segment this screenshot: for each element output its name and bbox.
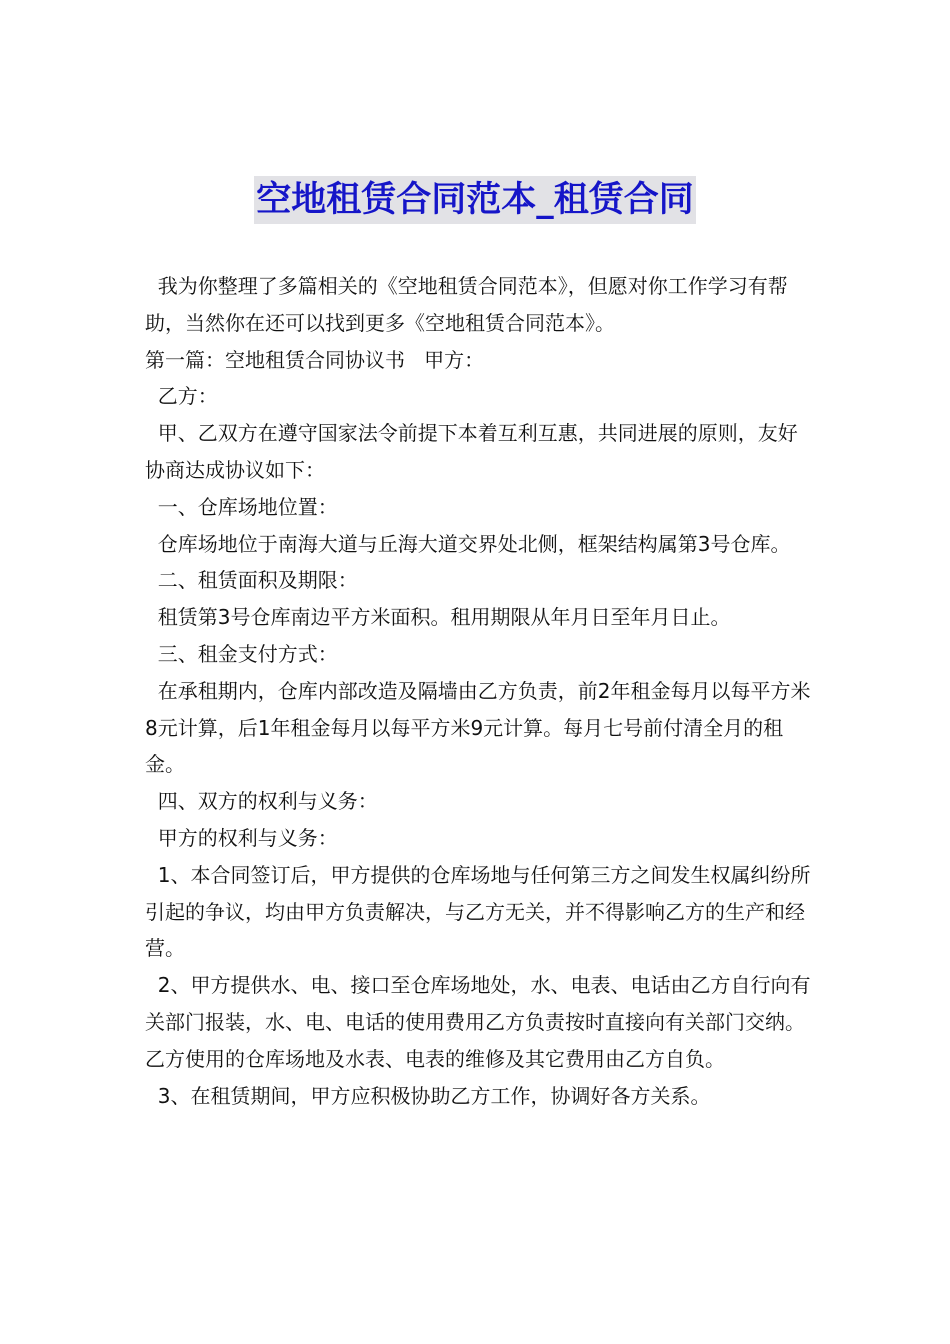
paragraph-area-term: 租赁第3号仓库南边平方米面积。租用期限从年月日至年月日止。 xyxy=(145,605,731,630)
clause-2: 2、甲方提供水、电、接口至仓库场地处，水、电表、电话由乙方自行向有关部门报装，水、电、电话的使用费用乙方负责按时直接向有关部门交纳。乙方使用的仓库场地及水表、电表的维修及其它费用由乙方自负。 xyxy=(145,973,811,1071)
section-heading-payment: 三、租金支付方式： xyxy=(145,641,338,666)
paragraph-intro: 我为你整理了多篇相关的《空地租赁合同范本》，但愿对你工作学习有帮助，当然你在还可以找到更多《空地租赁合同范本》。 xyxy=(145,274,788,335)
title-container xyxy=(0,176,950,224)
paragraph-location: 仓库场地位于南海大道与丘海大道交界处北侧，框架结构属第3号仓库。 xyxy=(145,531,791,556)
section-heading-rights: 四、双方的权利与义务： xyxy=(145,789,378,814)
clause-3: 3、在租赁期间，甲方应积极协助乙方工作，协调好各方关系。 xyxy=(145,1083,711,1108)
clause-1: 1、本合同签订后，甲方提供的仓库场地与任何第三方之间发生权属纠纷所引起的争议，均由甲方负责解决，与乙方无关，并不得影响乙方的生产和经营。 xyxy=(145,862,811,961)
paragraph-agreement-preamble: 甲、乙双方在遵守国家法令前提下本着互利互惠，共同进展的原则，友好协商达成协议如下： xyxy=(145,421,798,482)
paragraph-payment: 在承租期内，仓库内部改造及隔墙由乙方负责，前2年租金每月以每平方米8元计算，后1年租金每月以每平方米9元计算。每月七号前付清全月的租金。 xyxy=(145,678,811,777)
subheading-party-a-rights: 甲方的权利与义务： xyxy=(145,825,338,850)
paragraph-chapter-heading: 第一篇：空地租赁合同协议书 甲方： xyxy=(145,347,485,372)
document-title: 空地租赁合同范本_租赁合同 xyxy=(254,176,696,224)
document-body xyxy=(145,268,813,1114)
paragraph-party-b: 乙方： xyxy=(145,384,218,409)
section-heading-area-term: 二、租赁面积及期限： xyxy=(145,568,358,593)
section-heading-location: 一、仓库场地位置： xyxy=(145,494,338,519)
